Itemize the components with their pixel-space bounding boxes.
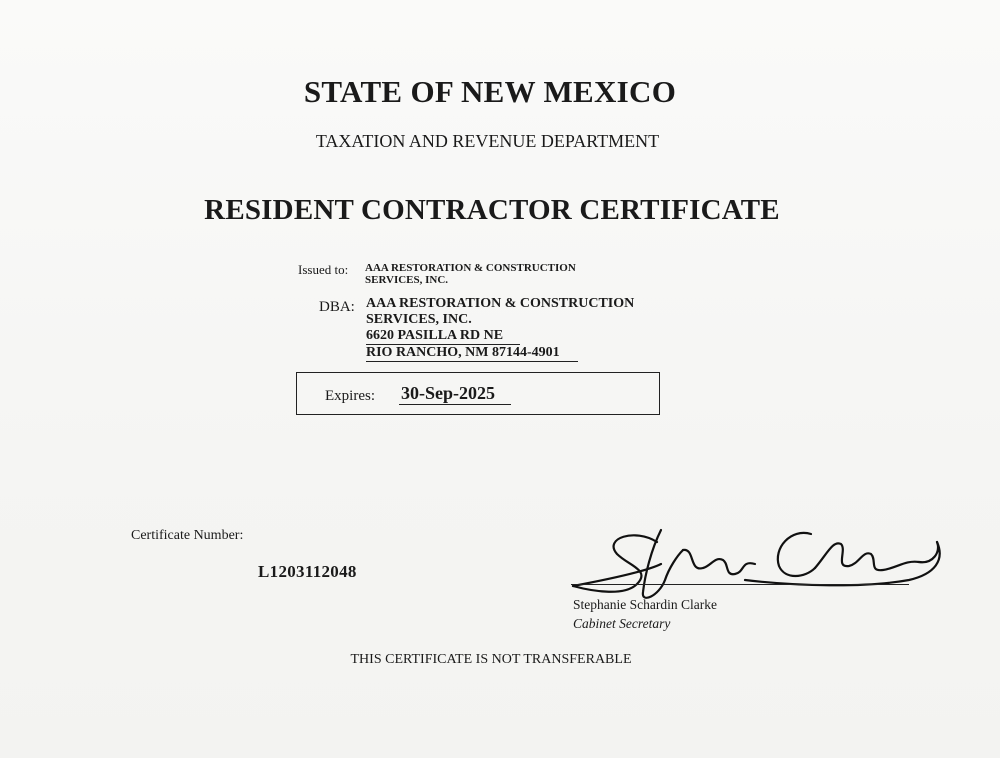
expires-date: 30-Sep-2025 — [399, 383, 511, 405]
dba-label: DBA: — [319, 299, 355, 315]
issued-to-name-line1: AAA RESTORATION & CONSTRUCTION — [365, 262, 576, 274]
signer-name: Stephanie Schardin Clarke — [573, 597, 717, 612]
signer-title: Cabinet Secretary — [573, 616, 671, 631]
issued-to-name — [365, 262, 625, 286]
issued-to-name-line2: SERVICES, INC. — [365, 274, 449, 286]
dba-address-line2: RIO RANCHO, NM 87144-4901 — [366, 345, 578, 362]
dba-name-line1: AAA RESTORATION & CONSTRUCTION — [366, 296, 635, 311]
non-transferable-notice: THIS CERTIFICATE IS NOT TRANSFERABLE — [350, 652, 632, 667]
dba-name-line2: SERVICES, INC. — [366, 312, 472, 327]
dba-address-line1: 6620 PASILLA RD NE — [366, 328, 520, 345]
issued-to-label: Issued to: — [298, 262, 349, 277]
certificate-number-label: Certificate Number: — [131, 528, 244, 543]
expires-box — [296, 372, 660, 415]
expires-label: Expires: — [325, 388, 375, 404]
state-title: STATE OF NEW MEXICO — [303, 74, 677, 109]
certificate-title: RESIDENT CONTRACTOR CERTIFICATE — [204, 194, 780, 226]
dba-block — [366, 296, 634, 362]
certificate-number-value: L1203112048 — [258, 562, 357, 581]
department-name: TAXATION AND REVENUE DEPARTMENT — [315, 131, 660, 151]
signature-line — [571, 584, 909, 585]
